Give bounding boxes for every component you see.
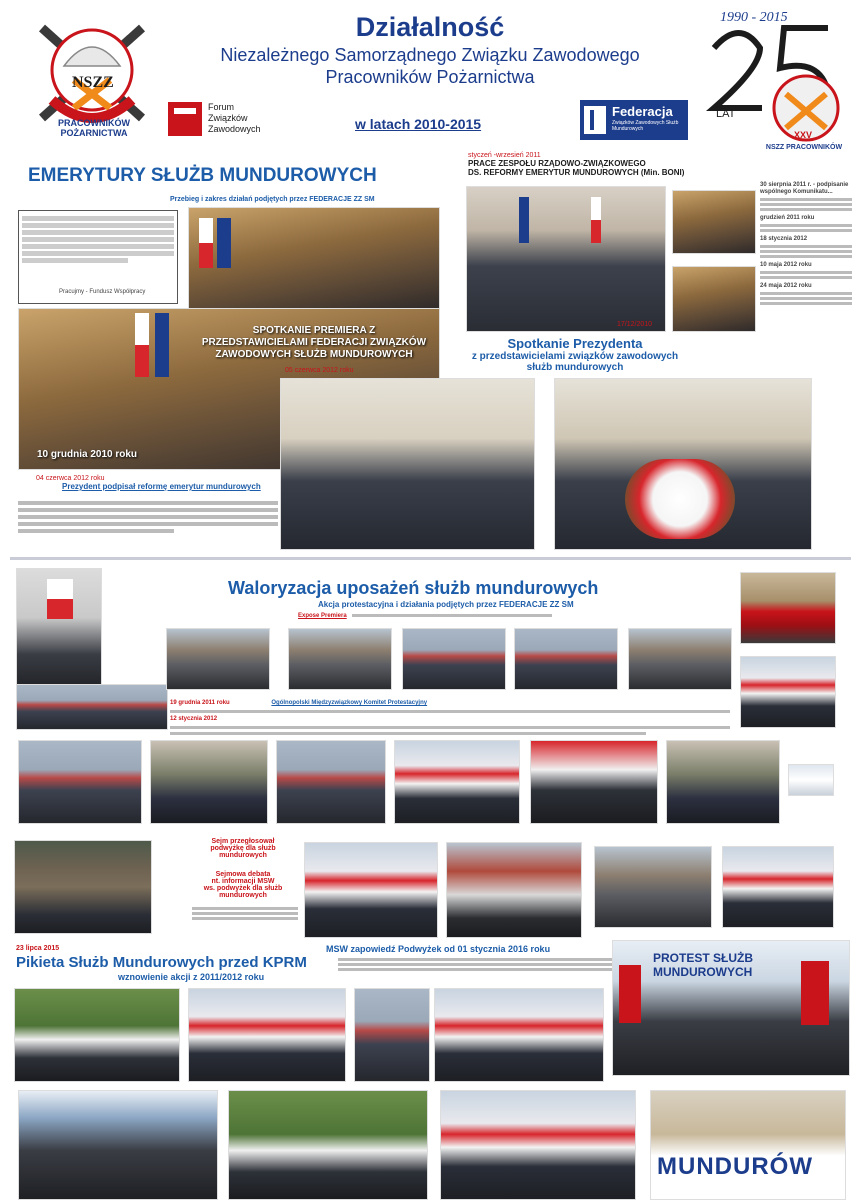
- flag-red-white-icon: [47, 579, 73, 619]
- premier-date: 10 grudnia 2010 roku: [37, 449, 138, 460]
- photo-parliament-protest: [16, 684, 168, 730]
- subtitle-line-1: Niezależnego Samorządnego Związku Zawodowego: [220, 45, 640, 65]
- page-subtitle: [185, 44, 675, 88]
- body-date-1: 19 grudnia 2011 roku: [170, 700, 230, 706]
- photo-president-flowers: [554, 378, 812, 550]
- federacja-sub: Związków Zawodowych Służb Mundurowych: [612, 120, 679, 132]
- forum-logo-mark-z: [174, 108, 196, 114]
- forum-logo-text: Forum Związków Zawodowych: [208, 102, 261, 134]
- sejm-line-5: ws. podwyżek dla służb mundurowych: [203, 885, 283, 899]
- president-title-3: służb mundurowych: [526, 362, 624, 373]
- flag-eu-icon: [155, 313, 169, 377]
- section1-subtitle: Przebieg i zakres działań podjętych przez FEDERACJE ZZ SM: [170, 196, 375, 203]
- photo-picket-7: [440, 1090, 636, 1200]
- federacja-mark-icon: [584, 106, 606, 134]
- photo-picket-1: [14, 988, 180, 1082]
- premier-caption: SPOTKANIE PREMIERA Z PRZEDSTAWICIELAMI FEDERACJI ZWIĄZKÓW ZAWODOWYCH SŁUŻB MUNDUROWYCH: [201, 325, 427, 360]
- photo-protest-stage: [612, 940, 850, 1076]
- photo-team-meeting-1: [672, 190, 756, 254]
- flag-eu-icon: [519, 197, 529, 243]
- president-title-1: Spotkanie Prezydenta: [507, 336, 643, 351]
- photo-flags-march-2: [446, 842, 582, 938]
- photo-flags-march-3: [594, 846, 712, 928]
- photo-parliament-columns: [16, 568, 102, 692]
- years-label: w latach 2010-2015: [355, 116, 482, 132]
- anniversary-ring-text: NSZZ PRACOWNIKÓW: [765, 144, 843, 151]
- msw-heading: MSW zapowiedź Podwyżek od 01 stycznia 2016 roku: [326, 944, 551, 954]
- photo-picket-3: [354, 988, 430, 1082]
- union-emblem-icon: [22, 8, 162, 136]
- photo-row-4: [394, 740, 520, 824]
- anniversary-lat: LAT: [716, 108, 736, 120]
- sejm-line-3: Sejmowa debata: [215, 871, 271, 878]
- photo-row-6: [666, 740, 780, 824]
- team-dates: styczeń -wrzesień 2011: [468, 152, 541, 159]
- timeline-item: 18 stycznia 2012: [760, 236, 808, 242]
- intro-text-box: [18, 210, 178, 304]
- photo-row-1: [18, 740, 142, 824]
- photo-flag-crowd: [740, 656, 836, 728]
- subtitle-line-2: Pracowników Pożarnictwa: [325, 67, 535, 87]
- photo-picket-2: [188, 988, 346, 1082]
- photo-flags-march-4: [722, 846, 834, 928]
- intro-text-lines: [22, 216, 174, 263]
- team-title-1: PRACE ZESPOŁU RZĄDOWO-ZWIĄZKOWEGO: [468, 159, 646, 168]
- left-logo-ring-text: PRACOWNIKÓW POŻARNICTWA: [58, 118, 130, 138]
- photo-row-3: [276, 740, 386, 824]
- section2-subtitle: Akcja protestacyjna i działania podjętych przez FEDERACJE ZZ SM: [318, 600, 574, 609]
- timeline-item: 10 maja 2012 roku: [760, 262, 812, 268]
- flags-red-icon: [619, 965, 641, 1023]
- left-logo-badge: NSZZ: [72, 74, 114, 91]
- sign-body: [18, 501, 278, 533]
- section2-title: Waloryzacja uposażeń służb mundurowych: [228, 578, 599, 598]
- photo-protest-lineup: [628, 628, 732, 690]
- anniversary-years: 1990 - 2015: [720, 10, 788, 25]
- photo-protest-banner: [514, 628, 618, 690]
- photo-premier-meeting-table: [188, 207, 440, 310]
- section3-subtitle: wznowienie akcji z 2011/2012 roku: [118, 972, 265, 982]
- intro-text-note: Pracujmy - Fundusz Współpracy: [59, 289, 146, 295]
- president-date: 05 czerwca 2012 roku: [285, 367, 354, 374]
- president-heading: [440, 336, 710, 373]
- page-title: Działalność: [355, 12, 505, 42]
- anniversary-badge: XXV: [794, 130, 813, 140]
- banner-protest: PROTEST SŁUŻB MUNDUROWYCH: [653, 951, 754, 979]
- sejm-line-2: podwyżkę dla służb mundurowych: [210, 845, 276, 859]
- photo-protest-march: [402, 628, 506, 690]
- photo-picket-8: [650, 1090, 846, 1200]
- federacja-mark-f: [590, 110, 594, 130]
- federacja-logo: [580, 100, 688, 140]
- expose-label: Expose Premiera: [298, 613, 347, 619]
- flowers-icon: [625, 459, 735, 539]
- anniversary-logo: [700, 8, 850, 158]
- photo-red-bus: [740, 572, 836, 644]
- photo-picket-6: [228, 1090, 428, 1200]
- photo-picket-4: [434, 988, 604, 1082]
- photo-row-5: [530, 740, 658, 824]
- section2-expose: [298, 613, 588, 619]
- photo-team-meeting-2: [672, 266, 756, 332]
- timeline-item: grudzień 2011 roku: [760, 215, 815, 221]
- section3-date: 23 lipca 2015: [16, 945, 60, 952]
- forum-logo: [168, 100, 278, 140]
- photo-protest-city: [288, 628, 392, 690]
- photo-row-2: [150, 740, 268, 824]
- federacja-title: Federacja: [612, 104, 673, 119]
- msw-body: [338, 956, 638, 973]
- banner-mundurow: MUNDURÓW: [657, 1153, 813, 1180]
- body-committee: Ogólnopolski Międzyzwiązkowy Komitet Protestacyjny: [271, 700, 428, 706]
- flag-red-white-icon: [591, 197, 601, 243]
- 25-years-icon: [700, 8, 850, 158]
- flag-red-white-icon: [199, 218, 213, 268]
- section1-title: EMERYTURY SŁUŻB MUNDUROWYCH: [28, 165, 377, 186]
- photo-protest-square: [166, 628, 270, 690]
- sign-date: 04 czerwca 2012 roku: [36, 475, 105, 482]
- section-divider: [10, 557, 851, 560]
- timeline-item: 24 maja 2012 roku: [760, 283, 812, 289]
- flag-eu-icon: [217, 218, 231, 268]
- sign-reform-block: [18, 475, 278, 555]
- photo-row-7: [788, 764, 834, 796]
- sejm-line-4: nt. informacji MSW: [211, 878, 275, 885]
- timeline-list: [760, 182, 852, 372]
- section2-body: [170, 700, 730, 734]
- section3-title: Pikieta Służb Mundurowych przed KPRM: [16, 954, 307, 971]
- left-logo: [22, 8, 162, 136]
- flags-red-icon: [801, 961, 829, 1025]
- photo-picket-5: [18, 1090, 218, 1200]
- team-photo-date: 17/12/2010: [617, 321, 653, 328]
- photo-president-meeting-left: [280, 367, 535, 550]
- president-title-2: z przedstawicielami związków zawodowych: [471, 351, 679, 362]
- team-title-2: DS. REFORMY EMERYTUR MUNDUROWYCH (Min. BONI): [468, 168, 685, 177]
- sejm-line-1: Sejm przegłosował: [211, 838, 275, 845]
- sign-title: Prezydent podpisał reformę emerytur mundurowych: [62, 482, 261, 491]
- team-block: [468, 152, 730, 182]
- photo-flags-march-1: [304, 842, 438, 938]
- timeline-item: 30 sierpnia 2011 r. - podpisanie wspólnego Komunikatu...: [760, 182, 849, 195]
- photo-team-group: [466, 186, 666, 332]
- body-date-2: 12 stycznia 2012: [170, 716, 218, 722]
- photo-sejm: [14, 840, 152, 934]
- sejm-notes: [158, 838, 298, 938]
- flag-red-white-icon: [135, 313, 149, 377]
